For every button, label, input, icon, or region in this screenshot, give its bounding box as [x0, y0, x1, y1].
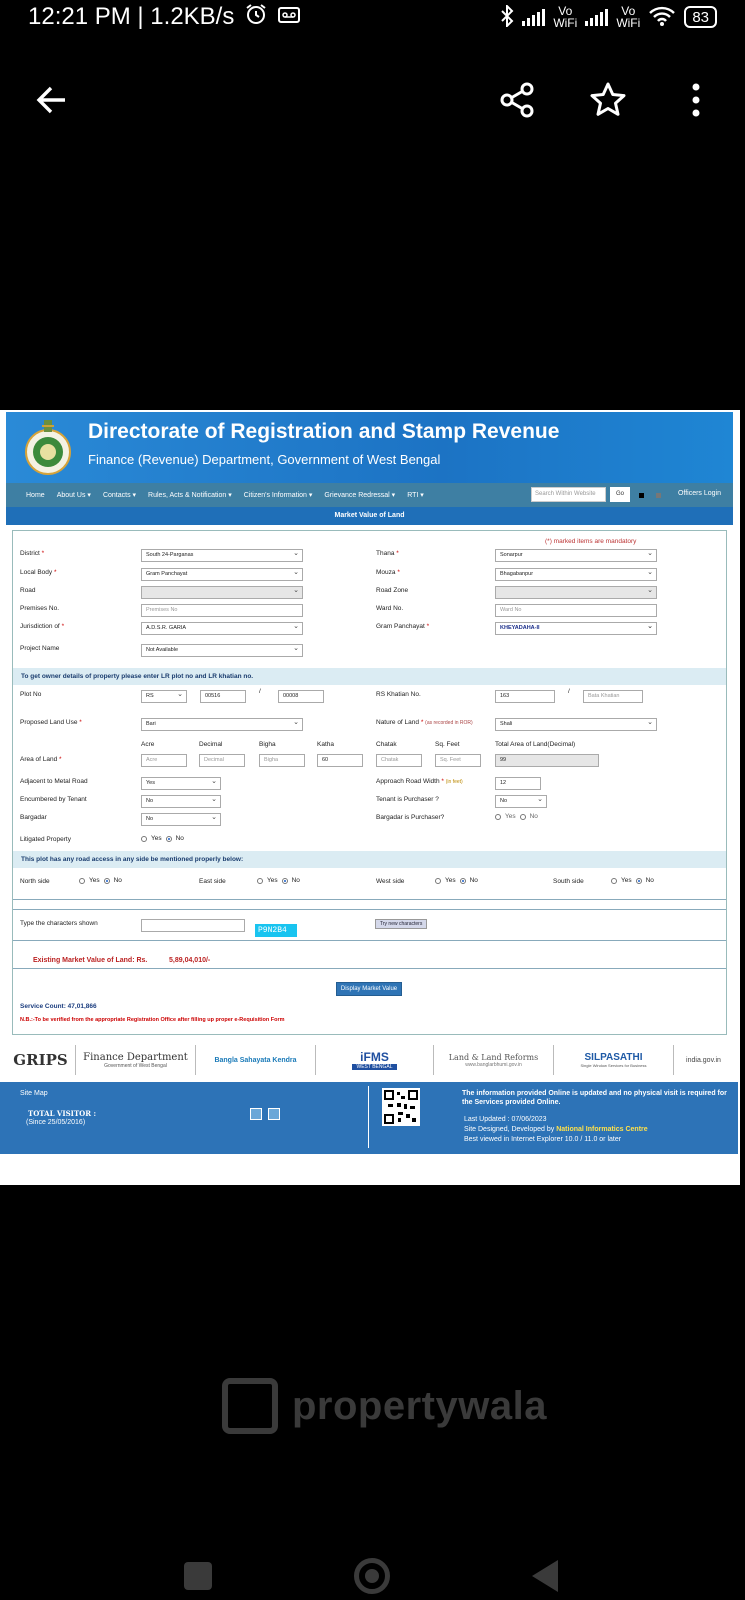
- propertywala-watermark: [222, 1378, 547, 1434]
- unit-katha-label: Katha: [317, 741, 334, 748]
- recents-button[interactable]: [184, 1562, 212, 1590]
- web-screenshot: [0, 410, 740, 1185]
- district-label: District *: [20, 550, 45, 557]
- west-yes[interactable]: [435, 878, 441, 884]
- site-search-go-button[interactable]: Go: [610, 487, 630, 502]
- jurisdiction-select[interactable]: A.D.S.R. GARIA ⌄: [141, 622, 303, 635]
- unit-bigha-label: Bigha: [259, 741, 276, 748]
- qr-code-icon: [382, 1088, 420, 1126]
- last-updated: Last Updated : 07/06/2023: [464, 1116, 547, 1123]
- contrast-dark-button[interactable]: [639, 493, 644, 498]
- south-side-label: South side: [553, 878, 584, 885]
- finance-dept-logo[interactable]: Finance Department Government of West Bengal: [76, 1045, 196, 1075]
- gram-panchayat-select[interactable]: KHEYADAHA-II ⌄: [495, 622, 657, 635]
- nav-rti[interactable]: RTI ▾: [407, 492, 424, 499]
- road-label: Road: [20, 587, 36, 594]
- east-yes[interactable]: [257, 878, 263, 884]
- vowifi-label-2: Vo WiFi: [616, 4, 641, 30]
- ifms-logo[interactable]: iFMS WEST BENGAL: [316, 1045, 434, 1075]
- area-decimal-input[interactable]: Decimal: [199, 754, 245, 767]
- east-side-radio: Yes No: [257, 877, 300, 884]
- plot-no-input[interactable]: 00516: [200, 690, 246, 703]
- india-gov-logo[interactable]: india.gov.in: [686, 1056, 721, 1064]
- south-side-radio: Yes No: [611, 877, 654, 884]
- site-subtitle: Finance (Revenue) Department, Government of West Bengal: [88, 452, 441, 467]
- bargadar-purchaser-label: Bargadar is Purchaser?: [376, 814, 445, 821]
- road-select[interactable]: [141, 586, 303, 599]
- site-navbar: [6, 483, 733, 507]
- bata-khatian-input[interactable]: Bata Khatian: [583, 690, 643, 703]
- facebook-icon[interactable]: [250, 1108, 262, 1120]
- gram-panchayat-label: Gram Panchayat *: [376, 623, 430, 630]
- nature-of-land-label: Nature of Land * (as recorded in ROR): [376, 719, 473, 726]
- south-no[interactable]: [636, 878, 642, 884]
- service-count: Service Count: 47,01,866: [20, 1003, 97, 1010]
- east-side-label: East side: [199, 878, 226, 885]
- market-value-amount: 5,89,04,010/-: [169, 957, 211, 964]
- project-select[interactable]: Not Available ⌄: [141, 644, 303, 657]
- grips-logo[interactable]: GRIPS: [6, 1045, 76, 1075]
- app-bar: [0, 70, 745, 130]
- status-bar: [0, 0, 745, 34]
- bargadar-purchaser-no[interactable]: [520, 814, 526, 820]
- watermark-text: propertywala: [292, 1383, 547, 1428]
- west-side-radio: Yes No: [435, 877, 478, 884]
- litigated-yes[interactable]: [141, 836, 147, 842]
- thana-label: Thana *: [376, 550, 399, 557]
- south-yes[interactable]: [611, 878, 617, 884]
- west-side-label: West side: [376, 878, 405, 885]
- since-date: (Since 25/05/2016): [26, 1119, 86, 1126]
- jurisdiction-label: Jurisdiction of *: [20, 623, 65, 630]
- mouza-select[interactable]: Bhagabanpur ⌄: [495, 568, 657, 581]
- captcha-input[interactable]: [141, 919, 245, 932]
- north-yes[interactable]: [79, 878, 85, 884]
- unit-chatak-label: Chatak: [376, 741, 397, 748]
- north-side-radio: Yes No: [79, 877, 122, 884]
- north-side-label: North side: [20, 878, 50, 885]
- area-katha-input[interactable]: 60: [317, 754, 363, 767]
- premises-label: Premises No.: [20, 605, 60, 612]
- propertywala-logo-icon: [222, 1378, 278, 1434]
- area-acre-input[interactable]: Acre: [141, 754, 187, 767]
- district-select[interactable]: South 24-Parganas ⌄: [141, 549, 303, 562]
- star-icon[interactable]: [588, 80, 628, 120]
- unit-sqfeet-label: Sq. Feet: [435, 741, 460, 748]
- road-access-band: This plot has any road access in any side be mentioned properly below:: [13, 851, 726, 868]
- back-arrow-icon[interactable]: [32, 80, 72, 120]
- encumbered-label: Encumbered by Tenant: [20, 796, 87, 803]
- road-zone-label: Road Zone: [376, 587, 409, 594]
- area-bigha-input[interactable]: Bigha: [259, 754, 305, 767]
- captcha-label: Type the characters shown: [20, 920, 98, 927]
- alarm-icon: [244, 2, 268, 33]
- site-designed: Site Designed, Developed by National Informatics Centre: [464, 1126, 648, 1133]
- mouza-label: Mouza *: [376, 569, 400, 576]
- bargadar-label: Bargadar: [20, 814, 47, 821]
- khatian-input[interactable]: 163: [495, 690, 555, 703]
- nav-home[interactable]: Home: [26, 491, 45, 499]
- proposed-land-use-label: Proposed Land Use *: [20, 719, 82, 726]
- twitter-icon[interactable]: [268, 1108, 280, 1120]
- footer-info: The information provided Online is updated and no physical visit is required for the Services provided Online.: [462, 1090, 727, 1106]
- divider: [13, 909, 726, 910]
- battery-indicator: 83: [684, 6, 717, 28]
- project-label: Project Name: [20, 645, 60, 652]
- proposed-land-use-select[interactable]: Bari ⌄: [141, 718, 303, 731]
- market-value-form: [12, 530, 727, 1035]
- approach-road-input[interactable]: 12: [495, 777, 541, 790]
- west-bengal-emblem-icon: [24, 416, 72, 478]
- market-value-label: Existing Market Value of Land: Rs.: [33, 957, 148, 964]
- total-area-input: 99: [495, 754, 599, 767]
- divider: [13, 899, 726, 900]
- display-market-value-button[interactable]: Display Market Value: [336, 982, 402, 996]
- nb-note: N.B.:-To be verified from the appropriate Registration Office after filling up proper e-Requisition Form: [20, 1017, 285, 1023]
- west-no[interactable]: [460, 878, 466, 884]
- owner-details-band: To get owner details of property please enter LR plot no and LR khatian no.: [13, 668, 726, 685]
- tenant-purchaser-label: Tenant is Purchaser ?: [376, 796, 439, 803]
- unit-decimal-label: Decimal: [199, 741, 223, 748]
- local-body-select[interactable]: Gram Panchayat ⌄: [141, 568, 303, 581]
- vowifi-label-1: Vo WiFi: [553, 4, 578, 30]
- share-icon[interactable]: [497, 80, 537, 120]
- best-viewed: Best viewed in Internet Explorer 10.0 / 11.0 or later: [464, 1136, 622, 1143]
- site-footer: [0, 1082, 738, 1154]
- wifi-icon: [648, 5, 676, 30]
- east-no[interactable]: [282, 878, 288, 884]
- site-title: Directorate of Registration and Stamp Revenue: [88, 420, 560, 443]
- ward-label: Ward No.: [376, 605, 404, 612]
- litigated-no[interactable]: [166, 836, 172, 842]
- nic-link[interactable]: National Informatics Centre: [556, 1126, 648, 1133]
- khatian-slash: /: [568, 688, 570, 695]
- nature-of-land-select[interactable]: Shali ⌄: [495, 718, 657, 731]
- bargadar-purchaser-yes[interactable]: [495, 814, 501, 820]
- total-visitor-label: TOTAL VISITOR :: [28, 1109, 97, 1118]
- mandatory-note: (*) marked items are mandatory: [545, 538, 637, 545]
- system-navigation-bar: [0, 1550, 745, 1600]
- metal-road-select[interactable]: Yes ⌄: [141, 777, 221, 790]
- road-zone-select[interactable]: [495, 586, 657, 599]
- plot-slash: /: [259, 688, 261, 695]
- metal-road-label: Adjacent to Metal Road: [20, 778, 88, 785]
- litigated-radio: Yes No: [141, 835, 184, 842]
- captcha-image: P9N2B4: [255, 924, 297, 937]
- total-area-label: Total Area of Land(Decimal): [495, 741, 576, 748]
- nav-contacts[interactable]: Contacts ▾: [102, 492, 137, 499]
- litigated-label: Litigated Property: [20, 836, 71, 843]
- plot-type-select[interactable]: RS ⌄: [141, 690, 187, 703]
- section-title: Market Value of Land: [6, 507, 733, 525]
- voicemail-icon: [278, 3, 300, 31]
- area-sqfeet-input[interactable]: Sq. Feet: [435, 754, 481, 767]
- unit-acre-label: Acre: [141, 741, 155, 748]
- tenant-purchaser-select[interactable]: No ⌄: [495, 795, 547, 808]
- bargadar-select[interactable]: No ⌄: [141, 813, 221, 826]
- bluetooth-icon: [500, 5, 514, 30]
- more-options-icon[interactable]: [676, 80, 716, 120]
- status-time: 12:21 PM | 1.2KB/s: [28, 3, 235, 30]
- back-button[interactable]: [532, 1560, 558, 1592]
- approach-road-label: Approach Road Width * (in feet): [376, 778, 463, 785]
- plot-no-label: Plot No: [20, 691, 42, 698]
- signal-icon-2: [585, 8, 608, 26]
- khatian-label: RS Khatian No.: [376, 691, 421, 698]
- site-search-input[interactable]: Search Within Website: [531, 487, 606, 502]
- signal-icon-1: [522, 8, 545, 26]
- area-of-land-label: Area of Land *: [20, 756, 62, 763]
- silpasathi-logo[interactable]: SILPASATHI Single Window Services for Business: [554, 1045, 674, 1075]
- nav-about[interactable]: About Us ▾: [56, 492, 91, 499]
- thana-select[interactable]: Sonarpur ⌄: [495, 549, 657, 562]
- local-body-label: Local Body *: [20, 569, 57, 576]
- area-chatak-input[interactable]: Chatak: [376, 754, 422, 767]
- home-button[interactable]: [354, 1558, 390, 1594]
- premises-input[interactable]: Premises No: [141, 604, 303, 617]
- new-characters-button[interactable]: Try new characters: [375, 919, 427, 929]
- ward-input[interactable]: Ward No: [495, 604, 657, 617]
- nav-citizen[interactable]: Citizen's Information ▾: [243, 492, 313, 499]
- officers-login-link[interactable]: Officers Login: [677, 490, 721, 497]
- nav-grievance[interactable]: Grievance Redressal ▾: [324, 492, 396, 499]
- bargadar-purchaser-radio: Yes No: [495, 813, 538, 820]
- partner-logos: [6, 1040, 733, 1080]
- contrast-grey-button[interactable]: [656, 493, 661, 498]
- land-reforms-logo[interactable]: Land & Land Reforms www.banglarbhumi.gov.in: [434, 1045, 554, 1075]
- nav-rules[interactable]: Rules, Acts & Notification ▾: [148, 492, 232, 499]
- bangla-sahayata-logo[interactable]: Bangla Sahayata Kendra: [196, 1045, 316, 1075]
- site-header: [6, 412, 733, 483]
- north-no[interactable]: [104, 878, 110, 884]
- plot-sub-input[interactable]: 00008: [278, 690, 324, 703]
- encumbered-select[interactable]: No ⌄: [141, 795, 221, 808]
- divider: [13, 968, 726, 969]
- sitemap-link[interactable]: Site Map: [20, 1090, 48, 1097]
- divider: [13, 940, 726, 941]
- footer-divider: [368, 1086, 369, 1148]
